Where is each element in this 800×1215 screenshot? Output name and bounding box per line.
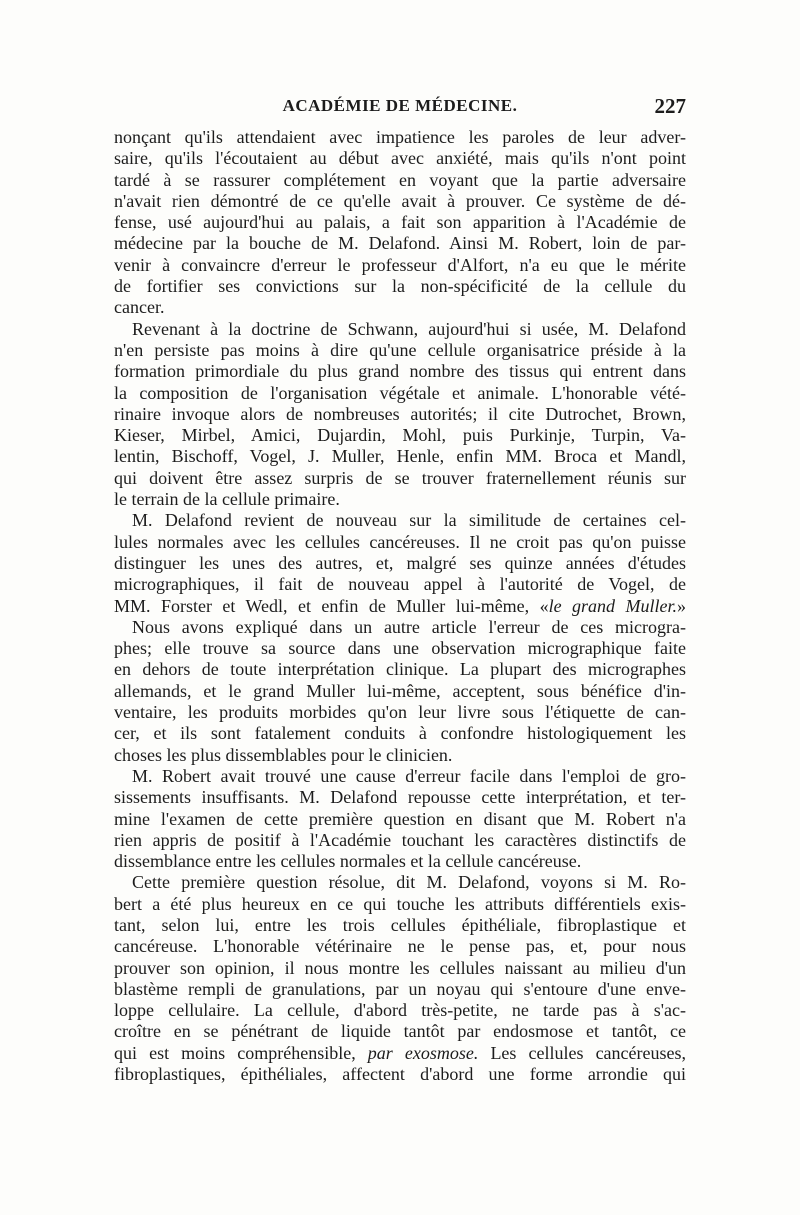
text-line (114, 574, 686, 595)
line-text: dissemblance entre les cellules normales et la cellule cancéreuse. (114, 851, 582, 872)
line-text: M. Robert avait trouvé une cause d'erreur facile dans l'emploi de gro- (132, 765, 686, 786)
text-line (114, 297, 686, 318)
text-line (114, 596, 686, 617)
text-line (114, 340, 686, 361)
running-title: ACADÉMIE DE MÉDECINE. (282, 96, 518, 115)
line-text: M. Delafond revient de nouveau sur la similitude de certaines cel- (132, 510, 686, 531)
line-text: formation primordiale du plus grand nombre des tissus qui entrent dans (114, 361, 686, 382)
line-text: ventaire, les produits morbides qu'on leur livre sous l'étiquette de can- (114, 702, 686, 723)
text-line (114, 510, 686, 531)
line-text: fibroplastiques, épithéliales, affectent d'abord une forme arrondie qui (114, 1064, 686, 1085)
text-line (114, 255, 686, 276)
line-text: la composition de l'organisation végétale et animale. L'honorable vété- (114, 382, 686, 403)
body-text (114, 127, 686, 1085)
text-line (114, 851, 686, 872)
text-line (114, 1043, 686, 1064)
text-line (114, 723, 686, 744)
text-line (114, 1021, 686, 1042)
text-line (114, 425, 686, 446)
line-text: qui est moins compréhensible, (114, 1042, 368, 1063)
text-line (114, 404, 686, 425)
text-line (114, 383, 686, 404)
text-line (114, 809, 686, 830)
line-text: MM. Forster et Wedl, et enfin de Muller lui-même, « (114, 595, 549, 616)
text-line (114, 148, 686, 169)
text-line (114, 958, 686, 979)
line-text: croître en se pénétrant de liquide tantôt par endosmose et tantôt, ce (114, 1021, 686, 1042)
text-line (114, 659, 686, 680)
line-text: tant, selon lui, entre les trois cellules épithéliale, fibroplastique et (114, 914, 686, 935)
page-number: 227 (654, 94, 686, 118)
line-text: loppe cellulaire. La cellule, d'abord très-petite, ne tarde pas à s'ac- (114, 1000, 686, 1021)
line-text: Revenant à la doctrine de Schwann, aujourd'hui si usée, M. Delafond (132, 318, 686, 339)
text-line (114, 787, 686, 808)
text-line (114, 936, 686, 957)
line-text: qui doivent être assez surpris de se trouver fraternellement réunis sur (114, 467, 686, 488)
line-text: fense, usé aujourd'hui au palais, a fait son apparition à l'Académie de (114, 212, 686, 233)
text-line (114, 638, 686, 659)
line-text: de fortifier ses convictions sur la non-spécificité de la cellule du (114, 276, 686, 297)
line-text: en dehors de toute interprétation clinique. La plupart des micrographes (114, 659, 686, 680)
line-text: saire, qu'ils l'écoutaient au début avec anxiété, mais qu'ils n'ont point (114, 148, 686, 169)
text-line (114, 681, 686, 702)
line-text: tardé à se rassurer complétement en voyant que la partie adversaire (114, 169, 686, 190)
line-text: venir à convaincre d'erreur le professeur d'Alfort, n'a eu que le mérite (114, 254, 686, 275)
text-line (114, 872, 686, 893)
text-line (114, 894, 686, 915)
text-line (114, 745, 686, 766)
text-line (114, 170, 686, 191)
line-text: lentin, Bischoff, Vogel, J. Muller, Henle, enfin MM. Broca et Mandl, (114, 446, 686, 467)
line-after-text: » (677, 595, 686, 616)
text-line (114, 830, 686, 851)
line-italic-text: par exosmose. (367, 1042, 479, 1063)
line-italic-text: le grand Muller. (548, 595, 677, 616)
text-line (114, 212, 686, 233)
text-line (114, 553, 686, 574)
line-text: blastème rempli de granulations, par un noyau qui s'entoure d'une enve- (114, 978, 686, 999)
text-line (114, 489, 686, 510)
text-line (114, 468, 686, 489)
text-line (114, 319, 686, 340)
line-text: sissements insuffisants. M. Delafond repousse cette interprétation, et ter- (114, 787, 686, 808)
line-text: n'avait rien démontré de ce qu'elle avait à prouver. Ce système de dé- (114, 190, 686, 211)
text-line (114, 617, 686, 638)
line-text: mine l'examen de cette première question en disant que M. Robert n'a (114, 808, 686, 829)
line-text: cer, et ils sont fatalement conduits à confondre histologiquement les (114, 723, 686, 744)
text-line (114, 127, 686, 148)
line-text: allemands, et le grand Muller lui-même, acceptent, sous bénéfice d'in- (114, 680, 686, 701)
line-text: distinguer les unes des autres, et, malgré ses quinze années d'études (114, 552, 686, 573)
line-after-text: Les cellules cancéreuses, (478, 1042, 687, 1063)
line-text: Cette première question résolue, dit M. Delafond, voyons si M. Ro- (132, 872, 686, 893)
line-text: le terrain de la cellule primaire. (114, 489, 340, 510)
text-line (114, 233, 686, 254)
line-text: bert a été plus heureux en ce qui touche les attributs différentiels exis- (114, 893, 686, 914)
line-text: n'en persiste pas moins à dire qu'une cellule organisatrice préside à la (114, 339, 686, 360)
text-line (114, 276, 686, 297)
text-line (114, 979, 686, 1000)
text-line (114, 446, 686, 467)
line-text: nonçant qu'ils attendaient avec impatience les paroles de leur adver- (114, 127, 686, 147)
text-line (114, 1064, 686, 1085)
line-text: phes; elle trouve sa source dans une observation micrographique faite (114, 638, 686, 659)
running-head (114, 96, 686, 120)
text-line (114, 1000, 686, 1021)
line-text: lules normales avec les cellules cancéreuses. Il ne croit pas qu'on puisse (114, 531, 686, 552)
text-line (114, 191, 686, 212)
line-text: rinaire invoque alors de nombreuses autorités; il cite Dutrochet, Brown, (114, 403, 686, 424)
line-text: Kieser, Mirbel, Amici, Dujardin, Mohl, puis Purkinje, Turpin, Va- (114, 425, 686, 446)
line-text: choses les plus dissemblables pour le clinicien. (114, 744, 453, 765)
text-line (114, 702, 686, 723)
line-text: rien appris de positif à l'Académie touchant les caractères distinctifs de (114, 829, 686, 850)
line-text: médecine par la bouche de M. Delafond. Ainsi M. Robert, loin de par- (114, 233, 686, 254)
line-text: prouver son opinion, il nous montre les cellules naissant au milieu d'un (114, 957, 686, 978)
text-line (114, 361, 686, 382)
line-text: Nous avons expliqué dans un autre article l'erreur de ces microgra- (132, 616, 686, 637)
text-line (114, 532, 686, 553)
line-text: cancer. (114, 297, 165, 318)
text-line (114, 915, 686, 936)
line-text: cancéreuse. L'honorable vétérinaire ne le pense pas, et, pour nous (114, 936, 686, 957)
text-line (114, 766, 686, 787)
line-text: micrographiques, il fait de nouveau appel à l'autorité de Vogel, de (114, 574, 686, 595)
